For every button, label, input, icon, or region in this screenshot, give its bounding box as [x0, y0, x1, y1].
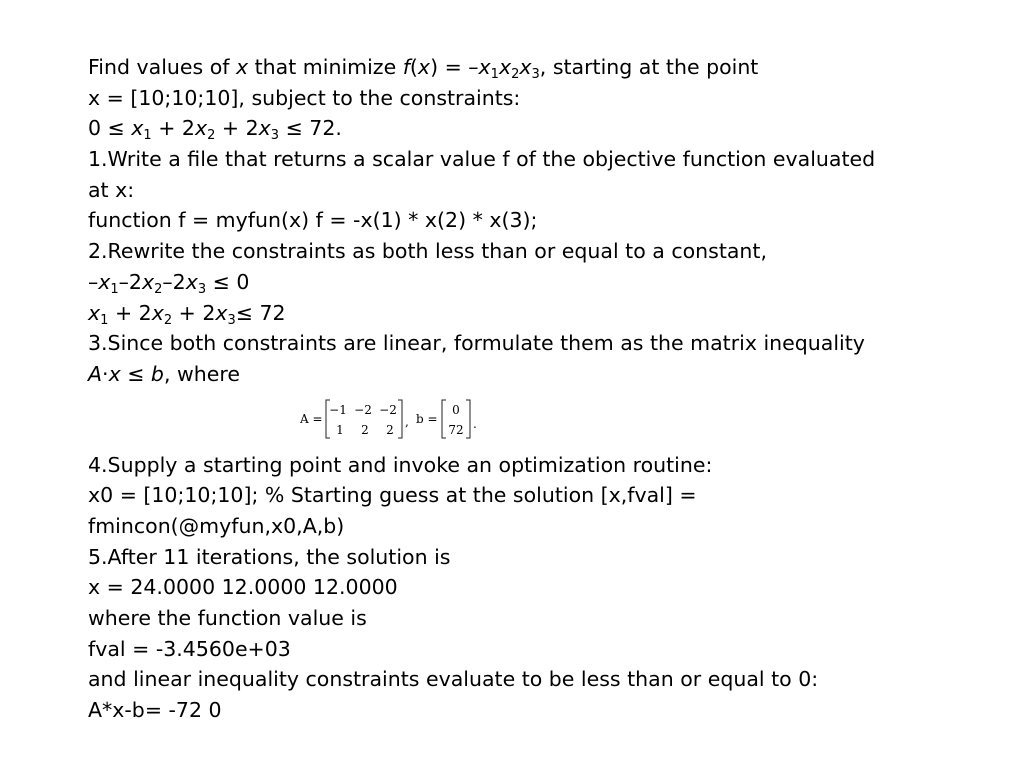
- text: ≤ 72: [235, 300, 286, 325]
- text: (: [409, 55, 418, 79]
- var-x2: x: [194, 116, 208, 141]
- text: –2: [162, 269, 186, 294]
- text: ≤ 0: [206, 269, 250, 294]
- x0-code-line: x0 = [10;10;10]; % Starting guess at the solution [x,fval] =: [88, 483, 697, 508]
- matrix-cell: −2: [354, 402, 372, 417]
- text: 0 ≤: [88, 116, 132, 141]
- right-bracket: [466, 400, 470, 438]
- step5-line: 5.After 11 iterations, the solution is: [88, 544, 451, 569]
- step4-line: 4.Supply a starting point and invoke an optimization routine:: [88, 452, 713, 477]
- var-x: x: [417, 55, 431, 79]
- text: , where: [163, 361, 240, 386]
- vector-cell: 72: [448, 422, 464, 437]
- var-x: x: [108, 361, 121, 386]
- function-value-label-line: where the function value is: [88, 606, 367, 630]
- subscript: 2: [207, 128, 216, 144]
- subscript: 2: [163, 312, 173, 328]
- text: ) = –: [430, 55, 479, 79]
- text: + 2: [215, 116, 259, 141]
- matrix-comma: ,: [405, 414, 409, 429]
- subscript: 3: [531, 67, 540, 82]
- text: that minimize: [248, 55, 403, 79]
- start-point-line: x = [10;10;10], subject to the constraints:: [88, 85, 521, 110]
- var-x3: x: [185, 269, 198, 294]
- var-x1: x: [88, 300, 101, 325]
- constraint-rewrite-line-1: [88, 267, 998, 298]
- text: , starting at the point: [539, 55, 759, 79]
- constraint-line: [88, 113, 998, 144]
- subscript: 1: [143, 128, 152, 144]
- var-x2: x: [498, 55, 512, 79]
- var-b: b: [150, 361, 164, 386]
- var-x: x: [235, 55, 249, 79]
- step3-line: 3.Since both constraints are linear, formulate them as the matrix inequality: [88, 331, 865, 356]
- slide-body: [88, 52, 998, 726]
- matrix-cell: −1: [329, 402, 347, 417]
- fmincon-code-line: fmincon(@myfun,x0,A,b): [88, 513, 345, 538]
- matrix-cell: 2: [361, 422, 369, 437]
- subscript: 1: [490, 67, 499, 82]
- var-x1: x: [478, 55, 491, 79]
- residual-line: A*x-b= -72 0: [88, 698, 222, 723]
- text: + 2: [172, 300, 216, 325]
- var-f: f: [402, 55, 410, 79]
- subscript: 3: [270, 128, 280, 144]
- var-x2: x: [151, 300, 164, 325]
- constraint-rewrite-line-2: [88, 298, 998, 329]
- constraints-eval-line: and linear inequality constraints evaluate to be less than or equal to 0:: [88, 667, 819, 692]
- solution-line: x = 24.0000 12.0000 12.0000: [88, 575, 398, 600]
- var-x2: x: [141, 269, 155, 294]
- matrix-inequality-line: [88, 359, 998, 390]
- subscript: 2: [154, 281, 163, 297]
- var-x3: x: [215, 300, 228, 325]
- subscript: 2: [511, 67, 520, 82]
- problem-statement-line: [88, 52, 998, 83]
- text: + 2: [108, 300, 152, 325]
- matrix-period: .: [473, 416, 477, 431]
- subscript: 3: [227, 312, 236, 328]
- text: Find values of: [88, 55, 236, 79]
- vector-cell: 0: [452, 402, 460, 417]
- function-def-line: function f = myfun(x) f = -x(1) * x(2) * x(3);: [88, 208, 538, 233]
- matrix-cell: −2: [379, 402, 397, 417]
- var-A: A: [88, 361, 103, 386]
- fval-line: fval = -3.4560e+03: [88, 636, 291, 661]
- var-x3: x: [258, 116, 271, 141]
- matrix-A-label: A =: [300, 411, 323, 426]
- text: + 2: [151, 116, 195, 141]
- step1-line: 1.Write a file that returns a scalar value f of the objective function evaluated: [88, 147, 876, 172]
- matrix-equation: [300, 396, 500, 442]
- text: –: [88, 269, 99, 294]
- right-bracket: [398, 400, 402, 438]
- matrix-cell: 1: [336, 422, 344, 437]
- subscript: 1: [110, 281, 119, 297]
- left-bracket: [442, 400, 446, 438]
- text: ·: [102, 361, 109, 386]
- var-x1: x: [98, 269, 111, 294]
- text: ≤: [120, 361, 151, 386]
- matrix-b-label: b =: [416, 411, 438, 426]
- step1-cont-line: at x:: [88, 177, 135, 202]
- subscript: 1: [100, 312, 109, 328]
- var-x3: x: [519, 55, 532, 79]
- text: ≤ 72.: [279, 116, 342, 141]
- matrix-equation-block: [88, 390, 998, 450]
- var-x1: x: [131, 116, 144, 141]
- subscript: 3: [197, 281, 207, 297]
- text: –2: [118, 269, 142, 294]
- matrix-cell: 2: [386, 422, 394, 437]
- step2-line: 2.Rewrite the constraints as both less than or equal to a constant,: [88, 239, 767, 264]
